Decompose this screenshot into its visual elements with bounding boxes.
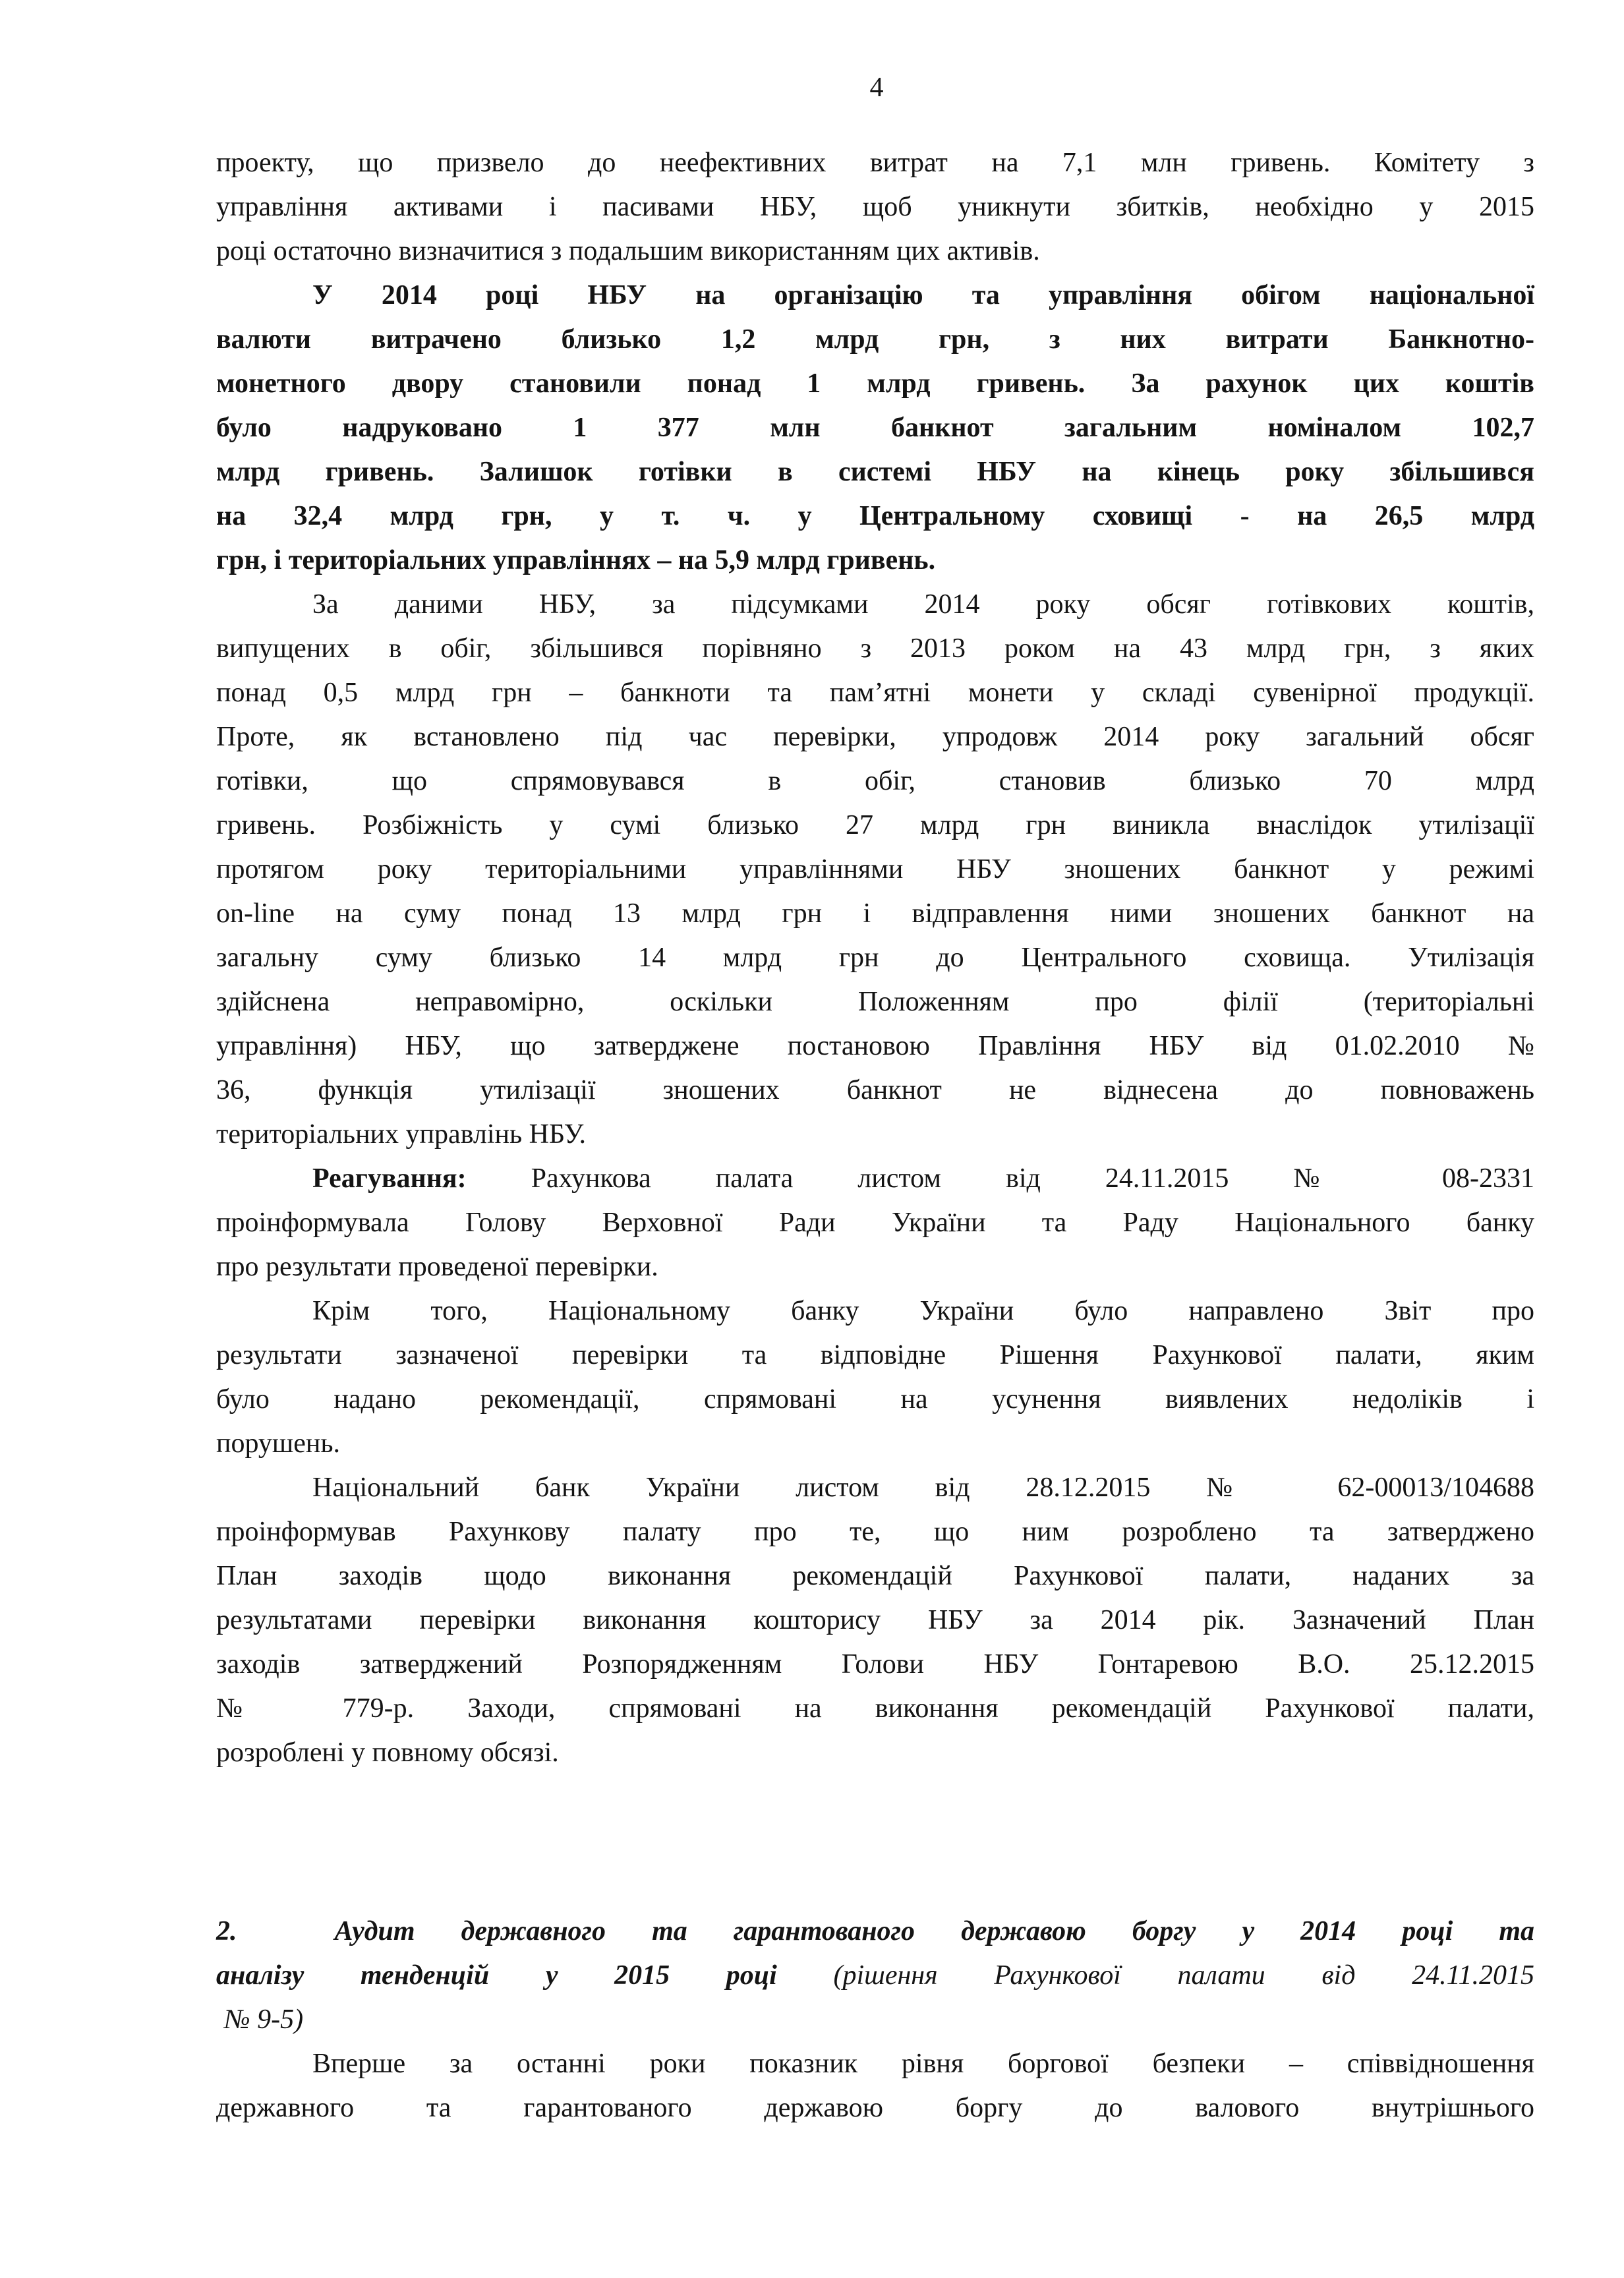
section-title: Аудит державного та гарантованого державою боргу у 2014 році та — [334, 1916, 1534, 1946]
section-heading — [216, 1954, 1534, 1998]
bold-paragraph-line: млрд гривень. Залишок готівки в системі НБУ на кінець року збільшився — [216, 457, 1534, 487]
section-number: 2. — [216, 1916, 237, 1946]
line-text: на 32,4 млрд грн, у т. ч. у Центральному сховищі - на — [216, 501, 1327, 531]
paragraph-line: державного та гарантованого державою боргу до валового внутрішнього — [216, 2093, 1534, 2123]
paragraph-line: Вперше за останні роки показник рівня боргової безпеки – співвідношення — [312, 2049, 1534, 2079]
paragraph-line: Проте, як встановлено під час перевірки, упродовж 2014 року загальний обсяг — [216, 722, 1534, 752]
paragraph-line: випущених в обіг, збільшився порівняно з 2013 роком на 43 млрд грн, з яких — [216, 633, 1534, 664]
line-text: було надруковано 1 377 млн банкнот загальним номіналом — [216, 413, 1402, 443]
section-heading — [216, 1910, 1534, 1954]
line-value: 70 млрд — [1364, 766, 1535, 796]
bold-paragraph-line — [216, 494, 1534, 539]
paragraph-line: загальну суму близько 14 млрд грн до Центрального сховища. Утилізація — [216, 943, 1534, 973]
paragraph-line: проінформувала Голову Верховної Ради України та Раду Національного банку — [216, 1208, 1534, 1238]
bold-paragraph-line: У 2014 році НБУ на організацію та управління обігом національної — [312, 280, 1534, 310]
paragraph-line: було надано рекомендації, спрямовані на усунення виявлених недоліків і — [216, 1384, 1534, 1415]
paragraph-line: гривень. Розбіжність у сумі близько 27 млрд грн виникла внаслідок утилізації — [216, 810, 1534, 840]
paragraph-line: управління) НБУ, що затверджене постановою Правління НБУ від 01.02.2010 № — [216, 1031, 1534, 1061]
reaction-line — [312, 1157, 1534, 1201]
bold-paragraph-line: грн, і територіальних управліннях – на 5,9 млрд гривень. — [216, 545, 936, 575]
paragraph-line: результати зазначеної перевірки та відповідне Рішення Рахункової палати, яким — [216, 1340, 1534, 1370]
paragraph-line: Національний банк України листом від 28.12.2015 № 62-00013/104688 — [312, 1473, 1534, 1503]
paragraph-line: здійснена неправомірно, оскільки Положенням про філії (територіальні — [216, 987, 1534, 1017]
paragraph-line: розроблені у повному обсязі. — [216, 1738, 559, 1768]
bold-paragraph-line: валюти витрачено близько 1,2 млрд грн, з них витрати Банкнотно- — [216, 324, 1534, 355]
paragraph-line: управління активами і пасивами НБУ, щоб уникнути збитків, необхідно у 2015 — [216, 192, 1534, 222]
decision-reference: № 9-5) — [224, 2004, 304, 2035]
line-text: готівки, що спрямовувався в обіг, становив близько — [216, 766, 1281, 796]
paragraph-line: Крім того, Національному банку України було направлено Звіт про — [312, 1296, 1534, 1326]
line-value: 102,7 — [1472, 413, 1534, 443]
paragraph-line: заходів затверджений Розпорядженням Голови НБУ Гонтаревою В.О. 25.12.2015 — [216, 1649, 1534, 1679]
paragraph-line: понад 0,5 млрд грн – банкноти та пам’ятні монети у складі сувенірної продукції. — [216, 678, 1534, 708]
paragraph-line: 36, функція утилізації зношених банкнот не віднесена до повноважень — [216, 1075, 1534, 1105]
paragraph-line: результатами перевірки виконання кошторису НБУ за 2014 рік. Зазначений План — [216, 1605, 1534, 1635]
section-title: аналізу тенденцій у 2015 році — [216, 1960, 777, 1991]
paragraph-line: територіальних управлінь НБУ. — [216, 1119, 587, 1150]
decision-reference: (рішення Рахункової палати від 24.11.2015 — [833, 1960, 1534, 1991]
reaction-label: Реагування: — [312, 1163, 467, 1194]
reaction-text: Рахункова палата листом від 24.11.2015 № 08-2331 — [531, 1163, 1535, 1194]
paragraph-line — [216, 759, 1534, 803]
paragraph-line: порушень. — [216, 1428, 341, 1459]
paragraph-line: проекту, що призвело до неефективних витрат на 7,1 млн гривень. Комітету з — [216, 148, 1534, 178]
paragraph-line: on-line на суму понад 13 млрд грн і відправлення ними зношених банкнот на — [216, 898, 1534, 929]
paragraph-line: році остаточно визначитися з подальшим використанням цих активів. — [216, 236, 1040, 266]
paragraph-line: План заходів щодо виконання рекомендацій Рахункової палати, наданих за — [216, 1561, 1534, 1591]
page-number: 4 — [869, 73, 884, 103]
paragraph-line: проінформував Рахункову палату про те, що ним розроблено та затверджено — [216, 1517, 1534, 1547]
bold-paragraph-line — [216, 406, 1534, 450]
line-value: 26,5 млрд — [1374, 501, 1535, 531]
paragraph-line: протягом року територіальними управліннями НБУ зношених банкнот у режимі — [216, 854, 1534, 885]
paragraph-line: За даними НБУ, за підсумками 2014 року обсяг готівкових коштів, — [312, 589, 1534, 620]
bold-paragraph-line: монетного двору становили понад 1 млрд гривень. За рахунок цих коштів — [216, 368, 1534, 399]
paragraph-line: про результати проведеної перевірки. — [216, 1252, 658, 1282]
paragraph-line: № 779-р. Заходи, спрямовані на виконання рекомендацій Рахункової палати, — [216, 1693, 1534, 1724]
